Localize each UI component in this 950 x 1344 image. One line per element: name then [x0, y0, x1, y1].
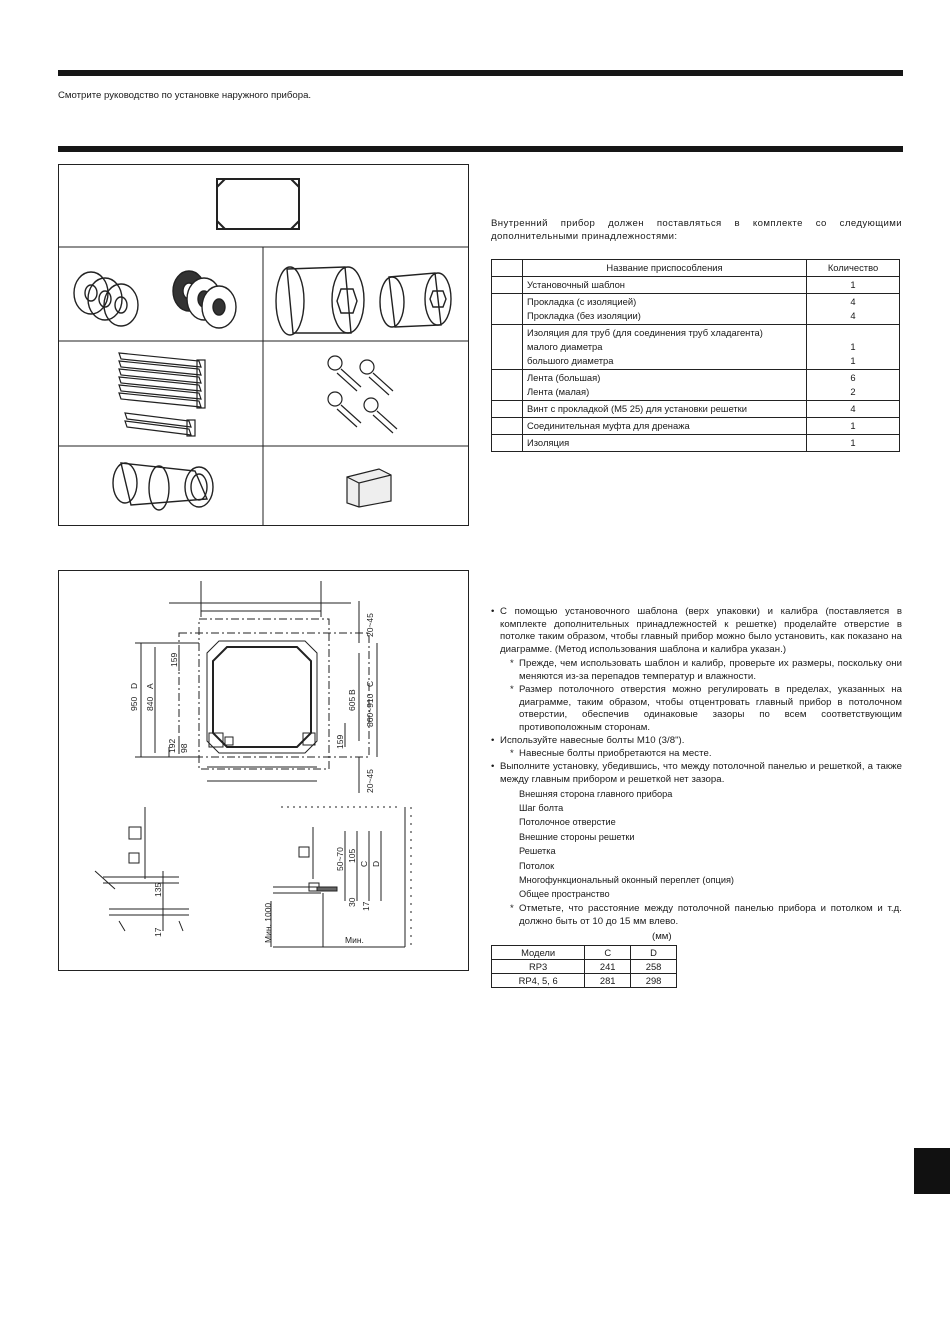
- dim-192: 192: [167, 738, 177, 753]
- dim-30: 30: [347, 897, 357, 907]
- table-row: Лента (большая) Лента (малая) 6 2: [492, 370, 900, 401]
- ceiling-opening-drawing: [59, 571, 468, 970]
- dim-min: Мин.: [345, 935, 364, 945]
- page-edge-tab: [914, 1148, 950, 1194]
- table-header-row: [492, 260, 900, 277]
- install-bullet-3: Выполните установку, убедившись, что между потолочной панелью и решеткой, а также между главным прибором и решеткой нет зазора.: [500, 761, 902, 785]
- dim-950: 950: [129, 696, 139, 711]
- dim-159-right: 159: [335, 734, 345, 749]
- bullet-1-marker: •: [491, 606, 495, 617]
- legend-item: Потолок: [519, 861, 555, 871]
- legend-item: Общее пространство: [519, 889, 610, 899]
- dim-605: 605: [347, 696, 357, 711]
- install-note-4: Отметьте, что расстояние между потолочной панелью прибора и потолком и т.д. должно быть от 10 до 15 мм влево.: [519, 903, 902, 927]
- table-row: Установочный шаблон 1: [492, 277, 900, 294]
- dim-17: 17: [153, 927, 163, 937]
- install-note-2: Размер потолочного отверстия можно регулировать в пределах, указанных на диаграмме, таким образом, чтобы отцентровать главный прибор в потолочном отверстии, обеспечив одинаковые зазоры по всем соответствующим противоположным сторонам.: [519, 684, 902, 733]
- dim-d: D: [371, 860, 381, 867]
- table-row: RP4, 5, 6 281 298: [492, 974, 677, 988]
- legend-item: Внешняя сторона главного прибора: [519, 789, 673, 799]
- table-header-name: Название приспособления: [523, 260, 807, 277]
- dim-20-45-top: 20~45: [365, 613, 375, 637]
- install-note-1: Прежде, чем использовать шаблон и калибр, проверьте их размеры, поскольку они меняются из-за перепадов температур и влажности.: [519, 658, 902, 682]
- dim-circ-b: B: [347, 689, 357, 695]
- bullet-2-marker: •: [491, 735, 495, 746]
- dim-circ-d: D: [129, 682, 139, 689]
- table-row: Модели C D: [492, 946, 677, 960]
- installation-diagram: [58, 570, 469, 971]
- dim-135: 135: [153, 882, 163, 897]
- note-4-marker: *: [510, 903, 514, 914]
- dim-c: C: [359, 860, 369, 867]
- dim-50-70: 50~70: [335, 847, 345, 871]
- bullet-3-marker: •: [491, 761, 495, 772]
- legend-item: Решетка: [519, 846, 556, 856]
- table-row: RP3 241 258: [492, 960, 677, 974]
- accessories-intro: Внутренний прибор должен поставляться в комплекте со следующими дополнительными принадлежностями:: [491, 218, 902, 242]
- legend-item: Шаг болта: [519, 803, 564, 813]
- dim-circ-c: C: [365, 680, 375, 687]
- table-row: Винт с прокладкой (М5 25) для установки решетки 4: [492, 401, 900, 418]
- dim-105: 105: [347, 848, 357, 863]
- table-row: Изоляция для труб (для соединения труб хладагента) малого диаметра большого диаметра 1 1: [492, 325, 900, 370]
- accessories-drawing: [59, 165, 468, 525]
- note-1-marker: *: [510, 658, 514, 669]
- dim-840: 840: [145, 696, 155, 711]
- install-bullet-2: Используйте навесные болты М10 (3/8").: [500, 735, 685, 746]
- dim-860-910: 860~910: [365, 693, 375, 727]
- dimension-table: [491, 945, 677, 988]
- accessories-illustration: [58, 164, 469, 526]
- accessories-table: [491, 259, 900, 452]
- install-bullet-1: С помощью установочного шаблона (верх упаковки) и калибра (поставляется в комплекте дополнительных принадлежностей к решетке) проделайте отверстие в потолке таким образом, чтобы главный прибор можно было установить, как показано на диаграмме. (Метод использования шаблона и калибра указан.): [500, 606, 902, 655]
- legend-item: Внешние стороны решетки: [519, 832, 635, 842]
- table-row: Соединительная муфта для дренажа 1: [492, 418, 900, 435]
- dim-17b: 17: [361, 901, 371, 911]
- legend-item: Многофункциональный оконный переплет (опция): [519, 875, 734, 885]
- dim-98: 98: [179, 743, 189, 753]
- section-rule: [58, 146, 903, 152]
- dim-circ-a: A: [145, 683, 155, 689]
- dim-20-45-bot: 20~45: [365, 769, 375, 793]
- note-3-marker: *: [510, 748, 514, 759]
- note-2-marker: *: [510, 684, 514, 695]
- table-header-qty: Количество: [807, 260, 900, 277]
- legend-item: Потолочное отверстие: [519, 817, 616, 827]
- table-row: Прокладка (с изоляцией) Прокладка (без изоляции) 4 4: [492, 294, 900, 325]
- top-rule: [58, 70, 903, 76]
- install-note-3: Навесные болты приобретаются на месте.: [519, 748, 712, 759]
- dim-159-top: 159: [169, 652, 179, 667]
- table-row: Изоляция 1: [492, 435, 900, 452]
- mm-unit-label: (мм): [652, 931, 672, 942]
- outdoor-note: Смотрите руководство по установке наружного прибора.: [58, 90, 312, 101]
- dim-min-1000: Мин. 1000: [263, 902, 273, 943]
